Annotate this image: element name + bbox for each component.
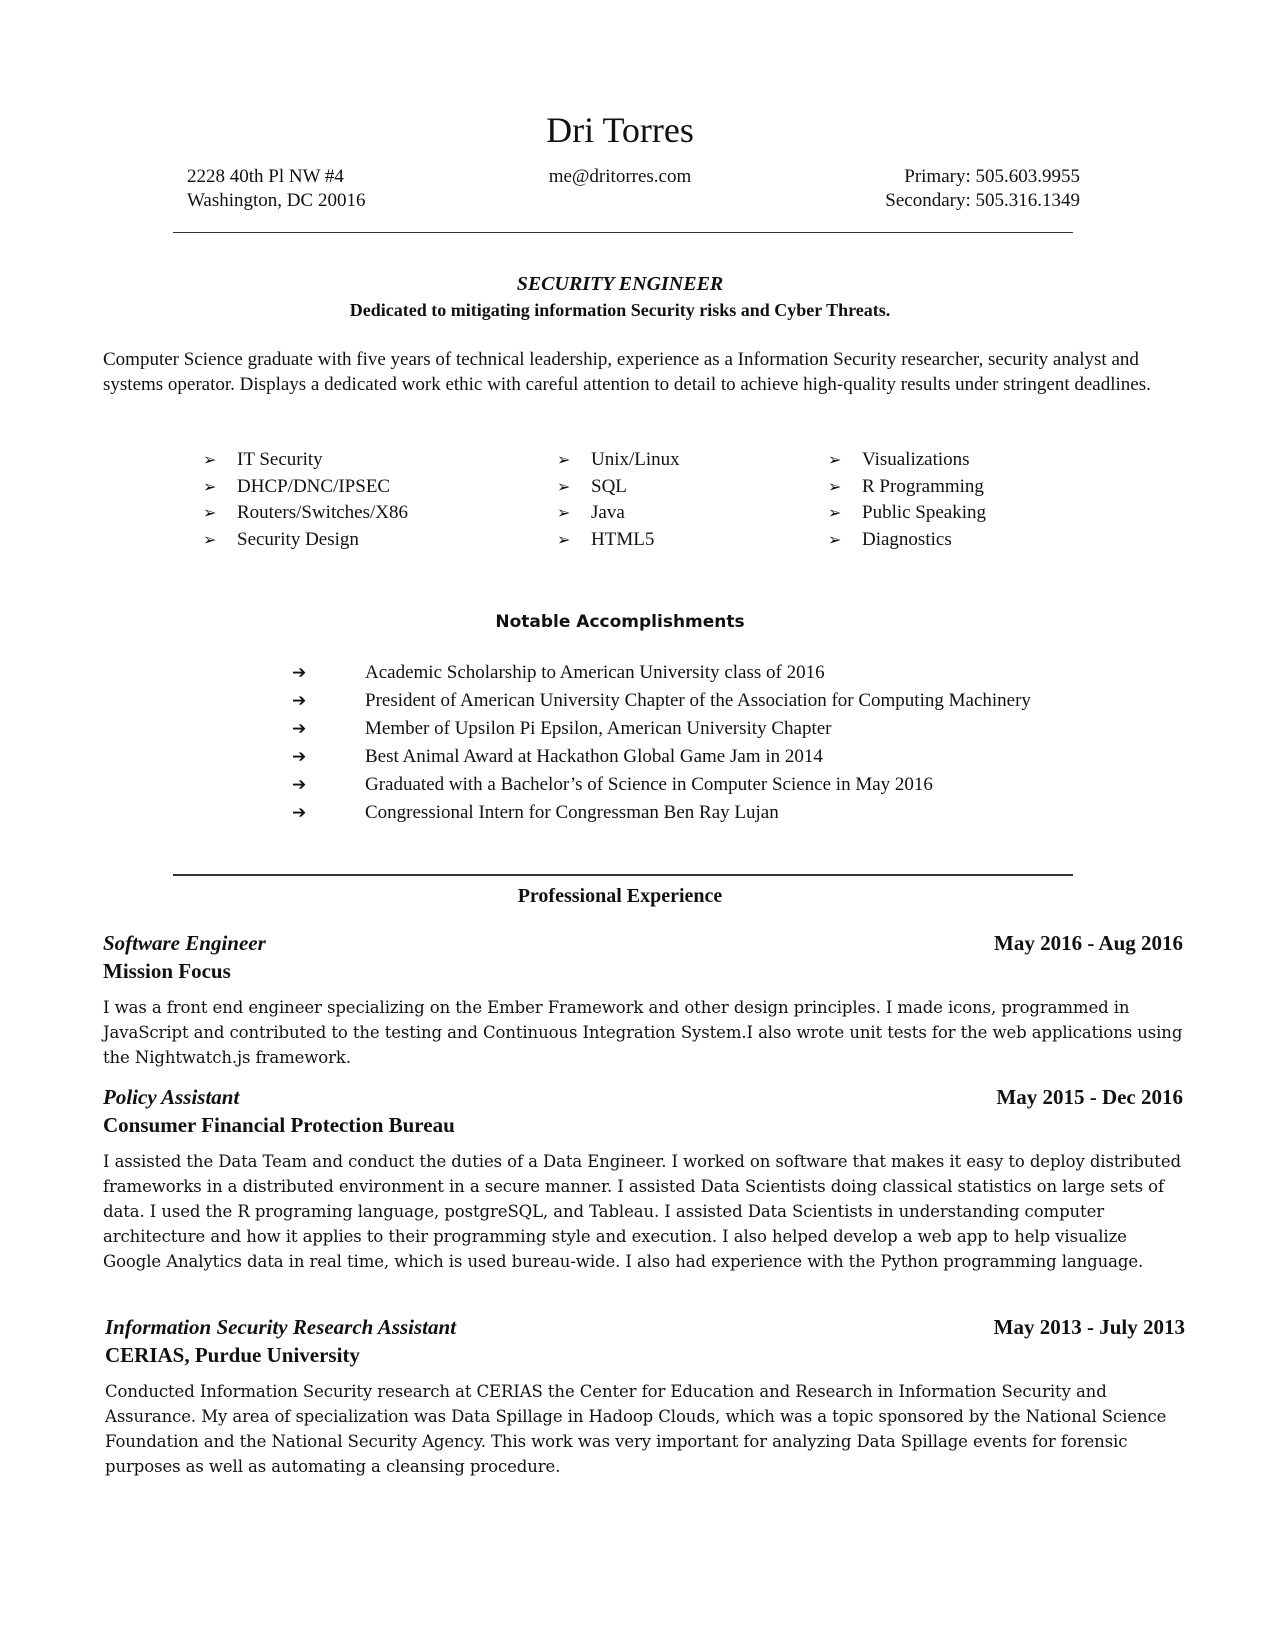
accomplishment-item: ➔ Congressional Intern for Congressman Ben Ray Lujan [292, 799, 1031, 827]
job-header [103, 929, 1183, 957]
skill-item: ➢ Java [557, 500, 680, 527]
candidate-name: Dri Torres [546, 110, 694, 150]
skill-item: ➢ Public Speaking [828, 500, 986, 527]
skill-item: ➢ Diagnostics [828, 527, 986, 554]
job-organization: Mission Focus [103, 959, 231, 983]
experience-heading: Professional Experience [517, 885, 723, 907]
summary-paragraph: Computer Science graduate with five years of technical leadership, experience as a Information Security researcher, security analyst and systems operator. Displays a dedicated work ethic with careful attention to detail to achieve high-quality results under stringent deadlines. [103, 349, 1151, 395]
job-dates: May 2013 - July 2013 [993, 1315, 1185, 1339]
phone-block [885, 165, 1080, 213]
arrowhead-bullet-icon: ➢ [203, 503, 217, 522]
arrowhead-bullet-icon: ➢ [557, 476, 571, 496]
accomplishment-item: ➔ Member of Upsilon Pi Epsilon, American University Chapter [292, 715, 1031, 743]
address-line-1: 2228 40th Pl NW #4 [187, 166, 344, 187]
accomplishments-heading: Notable Accomplishments [495, 612, 745, 632]
email-block [400, 165, 840, 189]
skills-column-1 [203, 447, 408, 553]
job-organization: CERIAS, Purdue University [105, 1343, 360, 1367]
job-description: I assisted the Data Team and conduct the duties of a Data Engineer. I worked on software that makes it easy to deploy distributed frameworks in a distributed environment in a secure manner. I assisted Data Scientists doing classical statistics on large sets of data. I used the R programing language, postgreSQL, and Tableau. I assisted Data Scientists in understanding computer architecture and how it applies to their programming style and execution. I also helped develop a web app to help visualize Google Analytics data in real time, which is used bureau-wide. I also had experience with the Python programming language. [103, 1152, 1181, 1271]
header-divider [173, 232, 1073, 233]
job-dates: May 2016 - Aug 2016 [994, 931, 1183, 955]
right-arrow-icon: ➔ [292, 663, 307, 683]
skill-item: ➢ Visualizations [828, 447, 986, 474]
job-role: Software Engineer [103, 931, 266, 955]
experience-divider [173, 874, 1073, 876]
skill-item: ➢ DHCP/DNC/IPSEC [203, 474, 408, 501]
job-role: Information Security Research Assistant [105, 1315, 457, 1339]
skill-item: ➢ HTML5 [557, 527, 680, 554]
right-arrow-icon: ➔ [292, 747, 307, 767]
job-description: Conducted Information Security research at CERIAS the Center for Education and Research in Information Security and Assurance. My area of specialization was Data Spillage in Hadoop Clouds, which was a topic sponsored by the National Science Foundation and the National Security Agency. This work was very important for analyzing Data Spillage events for forensic purposes as well as automating a cleansing procedure. [105, 1382, 1167, 1476]
phone-secondary: Secondary: 505.316.1349 [885, 190, 1080, 211]
arrowhead-bullet-icon: ➢ [828, 450, 842, 469]
arrowhead-bullet-icon: ➢ [557, 503, 571, 522]
accomplishment-item: ➔ Academic Scholarship to American University class of 2016 [292, 659, 1031, 687]
arrowhead-bullet-icon: ➢ [557, 450, 571, 469]
skill-item: ➢ Security Design [203, 527, 408, 554]
skills-column-2 [557, 447, 680, 553]
arrowhead-bullet-icon: ➢ [203, 450, 217, 469]
address-line-2: Washington, DC 20016 [187, 190, 366, 211]
email-address: me@dritorres.com [548, 166, 692, 187]
right-arrow-icon: ➔ [292, 775, 307, 795]
accomplishment-item: ➔ President of American University Chapter of the Association for Computing Machinery [292, 687, 1031, 715]
job-organization: Consumer Financial Protection Bureau [103, 1113, 455, 1137]
arrowhead-bullet-icon: ➢ [828, 476, 842, 496]
skill-item: ➢ Unix/Linux [557, 447, 680, 474]
job-header [103, 1083, 1183, 1111]
skill-item: ➢ SQL [557, 474, 680, 501]
right-arrow-icon: ➔ [292, 691, 307, 711]
job-entry [103, 929, 1183, 1070]
job-role: Policy Assistant [103, 1085, 240, 1109]
right-arrow-icon: ➔ [292, 803, 307, 823]
accomplishments-list [292, 659, 1031, 827]
skill-item: ➢ R Programming [828, 474, 986, 501]
arrowhead-bullet-icon: ➢ [203, 529, 217, 549]
job-description: I was a front end engineer specializing on the Ember Framework and other design principles. I made icons, programmed in JavaScript and contributed to the testing and Continuous Integration System.I also wrote unit tests for the web applications using the Nightwatch.js framework. [103, 998, 1183, 1067]
skill-item: ➢ Routers/Switches/X86 [203, 500, 408, 527]
job-dates: May 2015 - Dec 2016 [996, 1085, 1183, 1109]
arrowhead-bullet-icon: ➢ [828, 503, 842, 522]
phone-primary: Primary: 505.603.9955 [904, 166, 1080, 187]
job-entry [105, 1313, 1185, 1479]
skills-column-3 [828, 447, 986, 553]
arrowhead-bullet-icon: ➢ [828, 529, 842, 549]
objective-tagline: Dedicated to mitigating information Security risks and Cyber Threats. [349, 300, 891, 320]
address-block [187, 165, 365, 213]
accomplishment-item: ➔ Graduated with a Bachelor’s of Science in Computer Science in May 2016 [292, 771, 1031, 799]
arrowhead-bullet-icon: ➢ [203, 476, 217, 496]
objective-title: SECURITY ENGINEER [516, 273, 724, 295]
job-entry [103, 1083, 1183, 1274]
accomplishment-item: ➔ Best Animal Award at Hackathon Global Game Jam in 2014 [292, 743, 1031, 771]
arrowhead-bullet-icon: ➢ [557, 529, 571, 549]
right-arrow-icon: ➔ [292, 719, 307, 739]
skill-item: ➢ IT Security [203, 447, 408, 474]
job-header [105, 1313, 1185, 1341]
